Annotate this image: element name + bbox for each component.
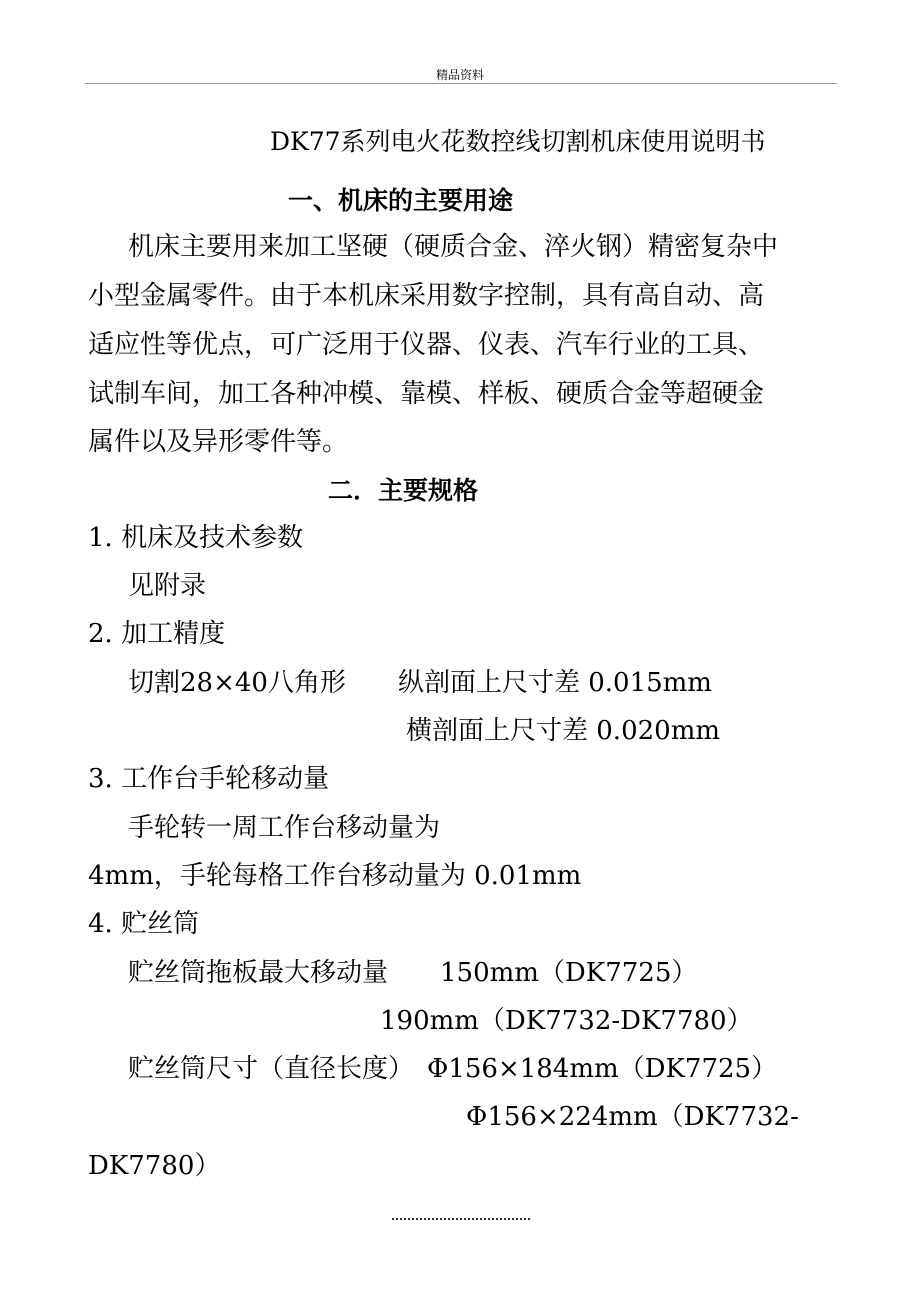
item1-title: 1. 机床及技术参数 — [88, 523, 304, 553]
header-label: 精品资料 — [435, 68, 484, 82]
item4-line-3: 贮丝筒尺寸（直径长度） Φ156×184mm（DK7725） — [128, 1054, 778, 1084]
item3-title: 3. 工作台手轮移动量 — [88, 764, 330, 794]
item2-title: 2. 加工精度 — [88, 619, 226, 649]
section1-heading: 一、机床的主要用途 — [288, 186, 514, 215]
item4-line-2: 190mm（DK7732-DK7780） — [380, 1006, 753, 1036]
section2-heading: 二．主要规格 — [328, 476, 479, 505]
item3-line-1: 手轮转一周工作台移动量为 — [128, 813, 441, 843]
section1-line-3: 适应性等优点，可广泛用于仪器、仪表、汽车行业的工具、 — [88, 330, 765, 360]
footer-rule — [392, 1218, 530, 1220]
item4-line-1: 贮丝筒拖板最大移动量 150mm（DK7725） — [128, 958, 698, 988]
item4-line-4: Φ156×224mm（DK7732- — [466, 1102, 799, 1132]
document-title: DK77系列电火花数控线切割机床使用说明书 — [270, 127, 766, 156]
section1-line-5: 属件以及异形零件等。 — [88, 427, 349, 457]
item4-line-5: DK7780） — [88, 1151, 221, 1181]
section1-line-1: 机床主要用来加工坚硬（硬质合金、淬火钢）精密复杂中 — [128, 232, 779, 262]
item2-line-2: 横剖面上尺寸差 0.020mm — [406, 716, 721, 746]
item3-line-2: 4mm，手轮每格工作台移动量为 0.01mm — [88, 861, 582, 891]
item2-line-1: 切割28×40八角形 纵剖面上尺寸差 0.015mm — [128, 668, 712, 698]
item1-line-1: 见附录 — [128, 571, 207, 601]
header-rule — [85, 83, 837, 84]
section1-line-4: 试制车间，加工各种冲模、靠模、样板、硬质合金等超硬金 — [88, 379, 765, 409]
section1-line-2: 小型金属零件。由于本机床采用数字控制，具有高自动、高 — [88, 281, 765, 311]
item4-title: 4. 贮丝筒 — [88, 909, 200, 939]
